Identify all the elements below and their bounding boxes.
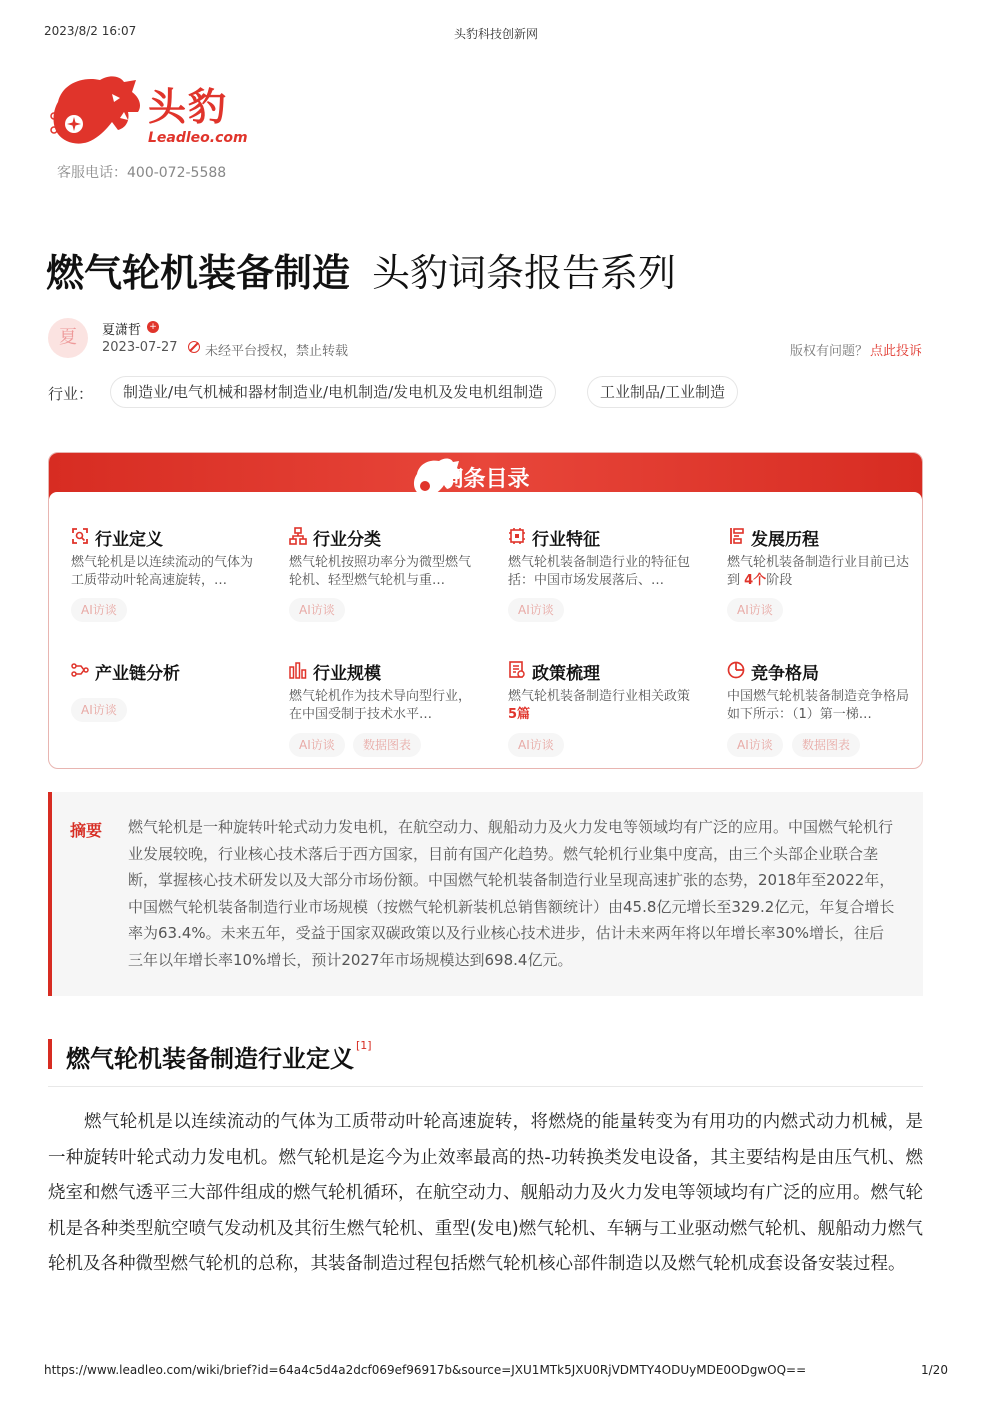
brand-logo[interactable] (48, 72, 248, 152)
document-series: 头豹词条报告系列 (372, 251, 677, 295)
toc-item-title: 政策梳理 (532, 664, 600, 684)
definition-icon (71, 527, 89, 545)
history-icon (727, 527, 745, 545)
publish-date: 2023-07-27 (102, 340, 178, 355)
print-datetime: 2023/8/2 16:07 (44, 24, 137, 38)
ai-interview-button[interactable]: AI访谈 (71, 698, 127, 722)
copyright-note: 未经平台授权，禁止转载 (205, 344, 349, 359)
industry-label: 行业： (48, 385, 94, 403)
document-title-main: 燃气轮机装备制造 (46, 251, 351, 295)
policy-icon (508, 661, 526, 679)
classification-icon (289, 527, 307, 545)
ai-interview-button[interactable]: AI访谈 (508, 598, 564, 622)
reference-link[interactable]: [1] (356, 1039, 372, 1052)
service-phone: 客服电话：400-072-5588 (57, 165, 227, 181)
toc-item-title: 竞争格局 (751, 664, 819, 684)
author-avatar[interactable]: 夏 (48, 318, 88, 358)
data-chart-button[interactable]: 数据图表 (792, 733, 860, 757)
brand-name-en: Leadleo.com (148, 130, 248, 146)
ai-interview-button[interactable]: AI访谈 (71, 598, 127, 622)
section-divider (48, 1086, 923, 1087)
toc-item-desc: 燃气轮机作为技术导向型行业，在中国受制于技术水平… (289, 689, 472, 722)
feature-icon (508, 527, 526, 545)
summary-label: 摘要 (70, 821, 103, 840)
data-chart-button[interactable]: 数据图表 (353, 733, 421, 757)
prohibited-icon (188, 341, 200, 353)
leopard-logo-icon (48, 72, 143, 148)
summary-box (48, 792, 923, 996)
toc-item-desc: 燃气轮机是以连续流动的气体为工质带动叶轮高速旋转，… (71, 555, 254, 588)
toc-item-title: 行业定义 (95, 530, 163, 550)
ai-interview-button[interactable]: AI访谈 (508, 733, 564, 757)
document-title (46, 242, 676, 297)
pie-icon (727, 661, 745, 679)
toc-item-desc: 燃气轮机装备制造行业相关政策 5篇 (508, 689, 691, 722)
page-number: 1/20 (921, 1363, 948, 1377)
toc-item-title: 发展历程 (751, 530, 819, 550)
summary-text: 燃气轮机是一种旋转叶轮式动力发电机，在航空动力、舰船动力及火力发电等领域均有广泛的应用。中国燃气轮机行业发展较晚，行业核心技术落后于西方国家，目前有国产化趋势。燃气轮机行业集中度高，由三个头部企业联合垄断，掌握核心技术研发以及大部分市场份额。中国燃气轮机装备制造行业呈现高速扩张的态势，2018年至2022年，中国燃气轮机装备制造行业市场规模（按燃气轮机新装机总销售额统计）由45.8亿元增长至329.2亿元，年复合增长率为63.4%。未来五年，受益于国家双碳政策以及行业核心技术进步，估计未来两年将以年增长率30%增长，往后三年以年增长率10%增长，预计2027年市场规模达到698.4亿元。 (128, 818, 895, 969)
ai-interview-button[interactable]: AI访谈 (727, 733, 783, 757)
toc-item-title: 行业分类 (313, 530, 381, 550)
print-site-title: 头豹科技创新网 (453, 27, 538, 41)
copyright-question: 版权有问题？ (790, 344, 869, 359)
toc-item-title: 产业链分析 (95, 664, 180, 684)
ai-interview-button[interactable]: AI访谈 (289, 733, 345, 757)
toc-card (48, 452, 923, 769)
report-link[interactable]: 点此投诉 (870, 344, 923, 359)
brand-name-cn: 头豹 (148, 85, 229, 129)
toc-banner (49, 453, 922, 499)
toc-item-desc: 燃气轮机按照功率分为微型燃气轮机、轻型燃气轮机与重… (289, 555, 472, 588)
toc-title: 词条目录 (441, 467, 530, 492)
toc-item-desc: 燃气轮机装备制造行业的特征包括：中国市场发展落后、… (508, 555, 691, 588)
ai-interview-button[interactable]: AI访谈 (289, 598, 345, 622)
footer-url: https://www.leadleo.com/wiki/brief?id=64a4c5d4a2dcf069ef96917b&source=JXU1MTk5JXU0RjVDMTY4ODUyMDE0ODgwOQ== (44, 1363, 807, 1377)
toc-item-desc: 中国燃气轮机装备制造竞争格局如下所示：（1）第一梯… (727, 689, 910, 722)
section-accent-bar (48, 1039, 52, 1069)
verified-badge-icon: + (147, 321, 159, 333)
toc-item-desc: 燃气轮机装备制造行业目前已达到 4个阶段 (727, 555, 910, 588)
section-body: 燃气轮机是以连续流动的气体为工质带动叶轮高速旋转，将燃烧的能量转变为有用功的内燃式动力机械，是一种旋转叶轮式动力发电机。燃气轮机是迄今为止效率最高的热-功转换类发电设备，其主要结构是由压气机、燃烧室和燃气透平三大部件组成的燃气轮机循环，在航空动力、舰船动力及火力发电等领域均有广泛的应用。燃气轮机是各种类型航空喷气发动机及其衍生燃气轮机、重型(发电)燃气轮机、车辆与工业驱动燃气轮机、舰船动力燃气轮机及各种微型燃气轮机的总称，其装备制造过程包括燃气轮机核心部件制造以及燃气轮机成套设备安装过程。 (48, 1112, 923, 1274)
ai-interview-button[interactable]: AI访谈 (727, 598, 783, 622)
toc-item-title: 行业特征 (532, 530, 600, 550)
bar-chart-icon (289, 661, 307, 679)
industry-tag[interactable]: 制造业/电气机械和器材制造业/电机制造/发电机及发电机组制造 (110, 376, 556, 408)
industry-tag[interactable]: 工业制品/工业制造 (587, 376, 738, 408)
chain-icon (71, 661, 89, 679)
author-name[interactable]: 夏潇哲 (102, 323, 142, 338)
section-title: 燃气轮机装备制造行业定义 [1] (66, 1039, 372, 1073)
toc-item-title: 行业规模 (313, 664, 381, 684)
